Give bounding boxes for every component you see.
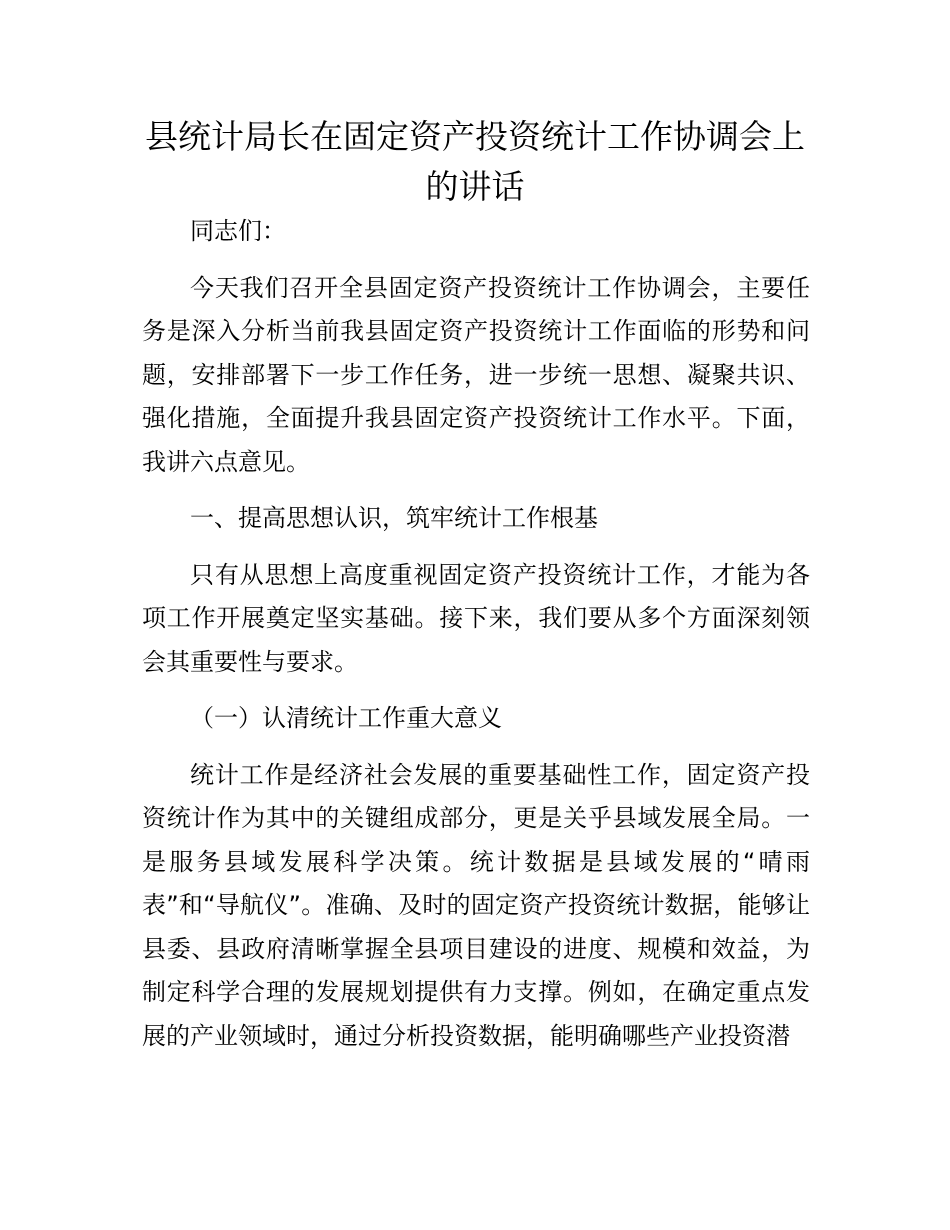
paragraph-subsection-1: 统计工作是经济社会发展的重要基础性工作，固定资产投资统计作为其中的关键组成部分，更是关乎县域发展全局。一是服务县域发展科学决策。统计数据是县域发展的“晴雨表”和“导航仪”。准确、及时的固定资产投资统计数据，能够让县委、县政府清晰掌握全县项目建设的进度、规模和效益，为制定科学合理的发展规划提供有力支撑。例如，在确定重点发展的产业领域时，通过分析投资数据，能明确哪些产业投资潜 — [142, 760, 810, 1050]
document-title: 县统计局长在固定资产投资统计工作协调会上的讲话 — [145, 117, 805, 206]
paragraph-section-1: 只有从思想上高度重视固定资产投资统计工作，才能为各项工作开展奠定坚实基础。接下来，我们要从多个方面深刻领会其重要性与要求。 — [142, 560, 810, 676]
greeting: 同志们： — [190, 217, 286, 245]
paragraph-intro: 今天我们召开全县固定资产投资统计工作协调会，主要任务是深入分析当前我县固定资产投资统计工作面临的形势和问题，安排部署下一步工作任务，进一步统一思想、凝聚共识、强化措施，全面提升我县固定资产投资统计工作水平。下面，我讲六点意见。 — [142, 273, 810, 476]
subsection-heading-1: （一）认清统计工作重大意义 — [190, 704, 502, 732]
document-body — [142, 210, 810, 1071]
section-heading-1: 一、提高思想认识，筑牢统计工作根基 — [190, 504, 598, 532]
